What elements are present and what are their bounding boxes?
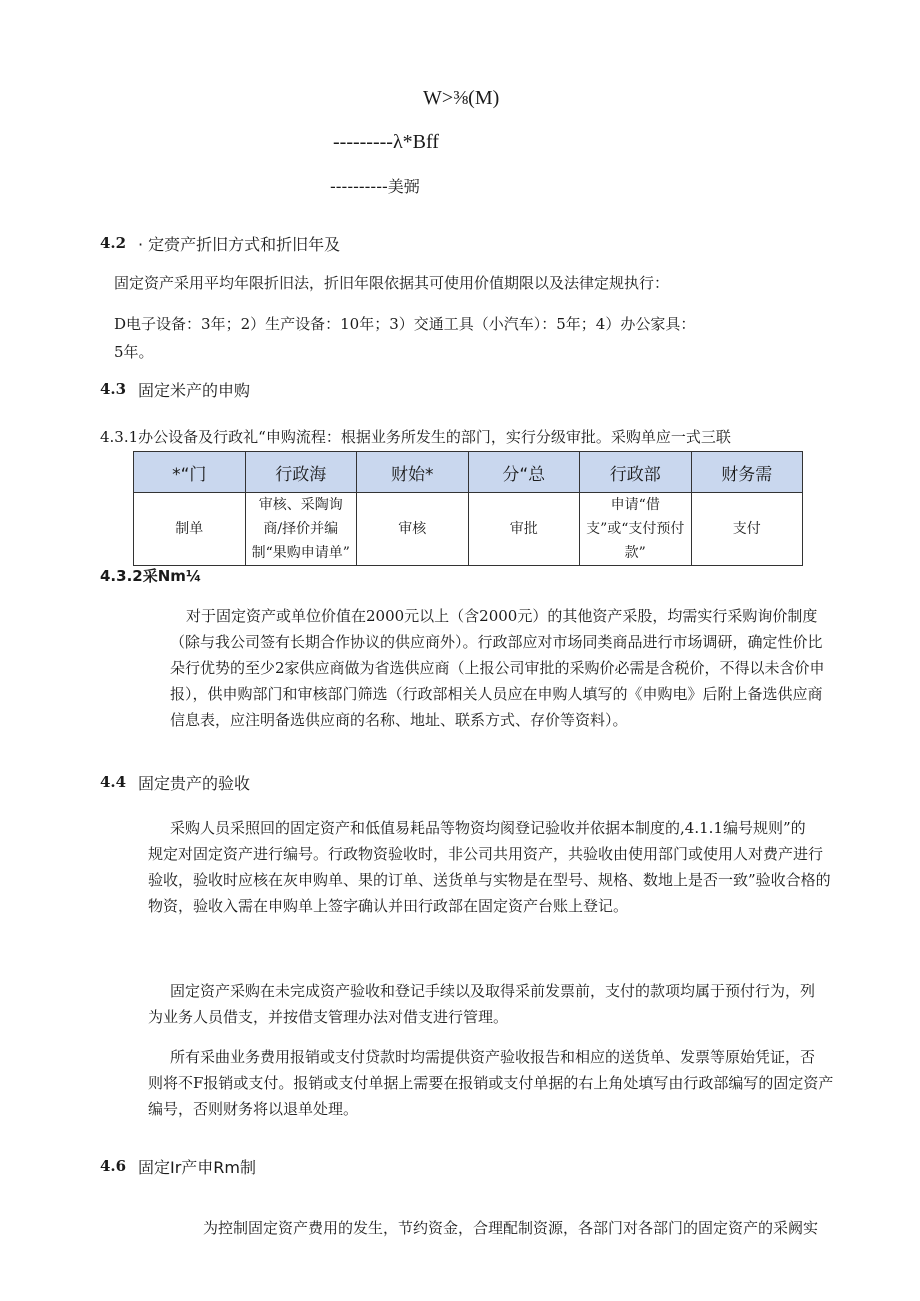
paragraph-line: 物资，验收入需在申购单上签字确认并田行政部在固定资产台账上登记。: [148, 897, 629, 915]
section-4-5-para-1: [148, 978, 848, 1030]
formula-line-1: W>⅜(M): [423, 87, 500, 109]
table-header-cell: 行政海: [245, 452, 357, 493]
table-cell: 申请“借支”或“支付预付款”: [580, 493, 692, 566]
table-header-cell: *“门: [134, 452, 246, 493]
table-cell: 支付: [691, 493, 803, 566]
paragraph-line: 固定资产采购在未完成资产验收和登记手续以及取得采前发票前，支付的款项均属于预付行为，列: [170, 982, 816, 1000]
paragraph-line: 对于固定资产或单位价值在2000元以上（含2000元）的其他资产采股，均需实行采购询价制度: [186, 607, 818, 625]
table-header-cell: 分“总: [468, 452, 580, 493]
formula-line-2: ---------λ*Bff: [333, 131, 439, 153]
section-4-2-title: · 定赍产折旧方式和折旧年及: [138, 235, 341, 254]
section-4-2-para-1: 固定资产采用平均年限折旧法，折旧年限依据其可使用价值期限以及法律定规执行：: [114, 274, 670, 292]
paragraph-line: 信息表，应注明备选供应商的名称、地址、联系方式、存价等资料）。: [170, 711, 628, 729]
table-header-cell: 行政部: [580, 452, 692, 493]
section-4-3-2-title: 4.3.2采Nm¼: [100, 567, 202, 585]
paragraph-line: 则将不F报销或支付。报销或支付单据上需要在报销或支付单据的右上角处填写由行政部编写的固定资产: [148, 1074, 834, 1092]
table-cell: 审核、采陶询商/择价并编制“果购申请单”: [245, 493, 357, 566]
section-4-4-title: 固定贵产的验收: [138, 774, 251, 793]
section-4-6-para: 为控制固定资产费用的发生，节约资金，合理配制资源，各部门对各部门的固定资产的采阙实: [203, 1219, 819, 1237]
section-4-3-number: 4.3: [100, 380, 127, 398]
table-header-row: [134, 452, 803, 493]
paragraph-line: 所有采曲业务费用报销或支付贷款时均需提供资产验收报告和相应的送货单、发票等原始凭证，否: [170, 1048, 816, 1066]
table-cell: 审核: [357, 493, 469, 566]
paragraph-line: 朵行优势的至少2家供应商做为省选供应商（上报公司审批的采购价必需是含税价，不得以未含价申: [170, 659, 825, 677]
table-row: [134, 493, 803, 566]
paragraph-line: 规定对固定资产进行编号。行政物资验收时，非公司共用资产，共验收由使用部门或使用人对费产进行: [148, 845, 824, 863]
table-header-cell: 财务需: [691, 452, 803, 493]
section-4-2-number: 4.2: [100, 234, 127, 252]
section-4-3-title: 固定米产的申购: [138, 381, 251, 400]
paragraph-line: 采购人员采照回的固定资产和低值易耗品等物资均阂登记验收并依据本制度的,4.1.1编号规则”的: [170, 819, 806, 837]
paragraph-line: 为业务人员借支，并按借支管理办法对借支进行管理。: [148, 1008, 509, 1026]
paragraph-line: 验收，验收时应核在灰申购单、果的订单、送货单与实物是在型号、规格、数地上是否一致”验收合格的: [148, 871, 831, 889]
section-4-3-1-line: 4.3.1办公设备及行政礼“申购流程：根据业务所发生的部门，实行分级审批。采购单应一式三联: [100, 428, 731, 446]
table-cell: 审批: [468, 493, 580, 566]
section-4-6-title: 固定Ir产申Rm制: [138, 1158, 257, 1177]
table-header-cell: 财始*: [357, 452, 469, 493]
table-cell: 制单: [134, 493, 246, 566]
section-4-2-para-3: 5年。: [114, 343, 154, 361]
paragraph-line: （除与我公司签有长期合作协议的供应商外）。行政部应对市场同类商品进行市场调研，确定性价比: [170, 633, 823, 651]
formula-line-3: ----------美弼: [330, 177, 420, 196]
paragraph-line: 报），供申购部门和审核部门筛选（行政部相关人员应在申购人填写的《申购电》后附上备选供应商: [170, 685, 823, 703]
paragraph-line: 编号，否则财务将以退单处理。: [148, 1100, 359, 1118]
section-4-4-number: 4.4: [100, 773, 127, 791]
section-4-4-para: [148, 815, 848, 919]
section-4-3-2-para: [170, 603, 840, 733]
approval-flow-table: [133, 451, 803, 566]
section-4-6-number: 4.6: [100, 1157, 127, 1175]
section-4-2-para-2: D电子设备：3年；2）生产设备：10年；3）交通工具（小汽车）：5年；4）办公家具：: [114, 315, 696, 333]
section-4-5-para-2: [148, 1044, 848, 1122]
